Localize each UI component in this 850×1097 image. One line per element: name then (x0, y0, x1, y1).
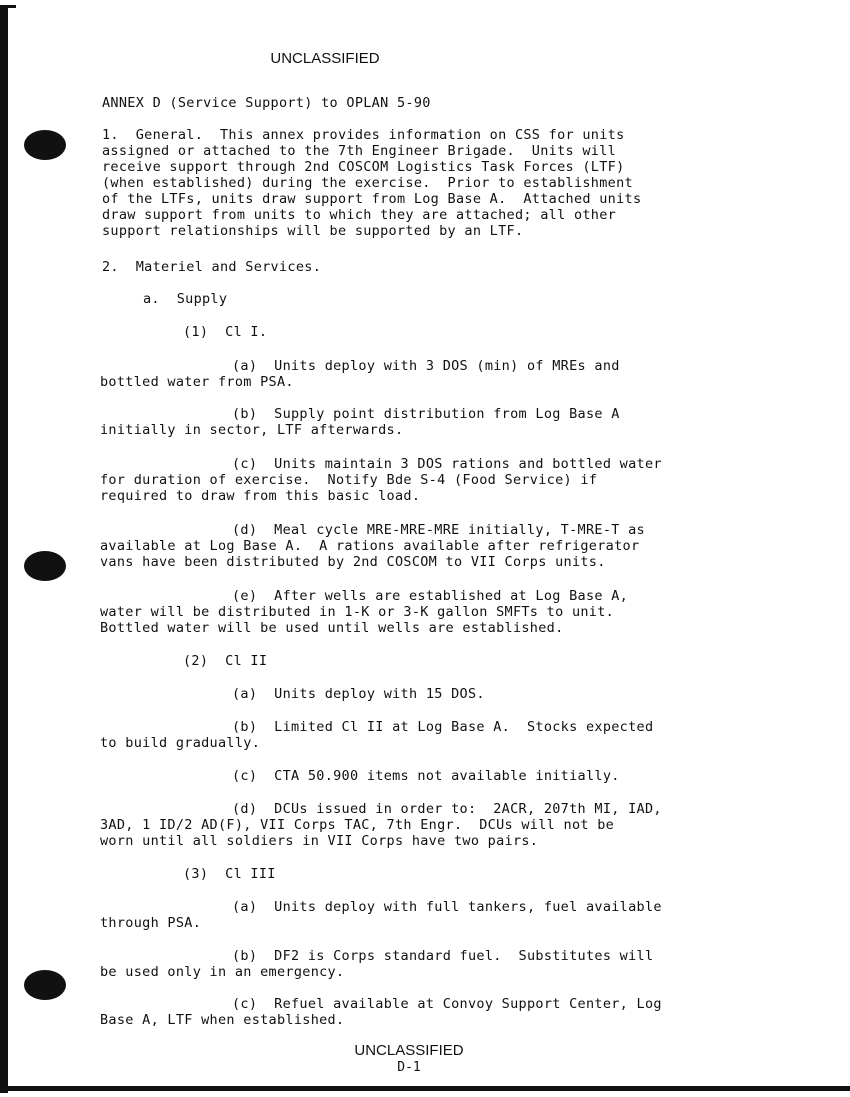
page-top-tick (0, 5, 16, 8)
section-1-line: 1. General. This annex provides information on CSS for units (102, 127, 625, 143)
cl-1e-line: (e) After wells are established at Log Base A, (232, 588, 629, 604)
cl-2b-line: to build gradually. (100, 735, 261, 751)
section-1-line: assigned or attached to the 7th Engineer Brigade. Units will (102, 143, 617, 159)
section-1-line: (when established) during the exercise. Prior to establishment (102, 175, 633, 191)
cl-1c-line: for duration of exercise. Notify Bde S-4 (Food Service) if (100, 472, 598, 488)
page-bottom-border (0, 1086, 850, 1091)
classification-footer: UNCLASSIFIED (354, 1042, 464, 1059)
cl-3c-line: Base A, LTF when established. (100, 1012, 345, 1028)
cl-1d-line: available at Log Base A. A rations available after refrigerator (100, 538, 640, 554)
cl-1d-line: (d) Meal cycle MRE-MRE-MRE initially, T-MRE-T as (232, 522, 645, 538)
cl-2-heading: (2) Cl II (183, 653, 268, 669)
cl-1c-line: (c) Units maintain 3 DOS rations and bottled water (232, 456, 662, 472)
cl-2a-line: (a) Units deploy with 15 DOS. (232, 686, 485, 702)
cl-2d-line: worn until all soldiers in VII Corps have two pairs. (100, 833, 539, 849)
subsection-a-heading: a. Supply (143, 291, 228, 307)
cl-1-heading: (1) Cl I. (183, 324, 268, 340)
cl-1b-line: initially in sector, LTF afterwards. (100, 422, 404, 438)
cl-1e-line: water will be distributed in 1-K or 3-K gallon SMFTs to unit. (100, 604, 615, 620)
cl-1b-line: (b) Supply point distribution from Log Base A (232, 406, 620, 422)
punch-hole-bottom (24, 970, 66, 1000)
annex-title: ANNEX D (Service Support) to OPLAN 5-90 (102, 95, 431, 111)
cl-3a-line: through PSA. (100, 915, 202, 931)
cl-2d-line: 3AD, 1 ID/2 AD(F), VII Corps TAC, 7th Engr. DCUs will not be (100, 817, 615, 833)
section-1-line: support relationships will be supported by an LTF. (102, 223, 524, 239)
cl-1a-line: (a) Units deploy with 3 DOS (min) of MREs and (232, 358, 620, 374)
cl-3c-line: (c) Refuel available at Convoy Support Center, Log (232, 996, 662, 1012)
section-1-line: receive support through 2nd COSCOM Logistics Task Forces (LTF) (102, 159, 625, 175)
punch-hole-top (24, 130, 66, 160)
cl-2c-line: (c) CTA 50.900 items not available initially. (232, 768, 620, 784)
cl-2d-line: (d) DCUs issued in order to: 2ACR, 207th MI, IAD, (232, 801, 662, 817)
cl-1c-line: required to draw from this basic load. (100, 488, 421, 504)
cl-1d-line: vans have been distributed by 2nd COSCOM to VII Corps units. (100, 554, 606, 570)
classification-header: UNCLASSIFIED (270, 50, 380, 67)
section-1-line: draw support from units to which they are attached; all other (102, 207, 617, 223)
page-number: D-1 (397, 1060, 421, 1075)
cl-3b-line: (b) DF2 is Corps standard fuel. Substitutes will (232, 948, 654, 964)
cl-2b-line: (b) Limited Cl II at Log Base A. Stocks expected (232, 719, 654, 735)
cl-1e-line: Bottled water will be used until wells are established. (100, 620, 564, 636)
punch-hole-middle (24, 551, 66, 581)
cl-1a-line: bottled water from PSA. (100, 374, 294, 390)
cl-3-heading: (3) Cl III (183, 866, 276, 882)
section-1-line: of the LTFs, units draw support from Log Base A. Attached units (102, 191, 642, 207)
cl-3a-line: (a) Units deploy with full tankers, fuel available (232, 899, 662, 915)
cl-3b-line: be used only in an emergency. (100, 964, 345, 980)
page-left-border (0, 5, 8, 1093)
section-2-heading: 2. Materiel and Services. (102, 259, 322, 275)
